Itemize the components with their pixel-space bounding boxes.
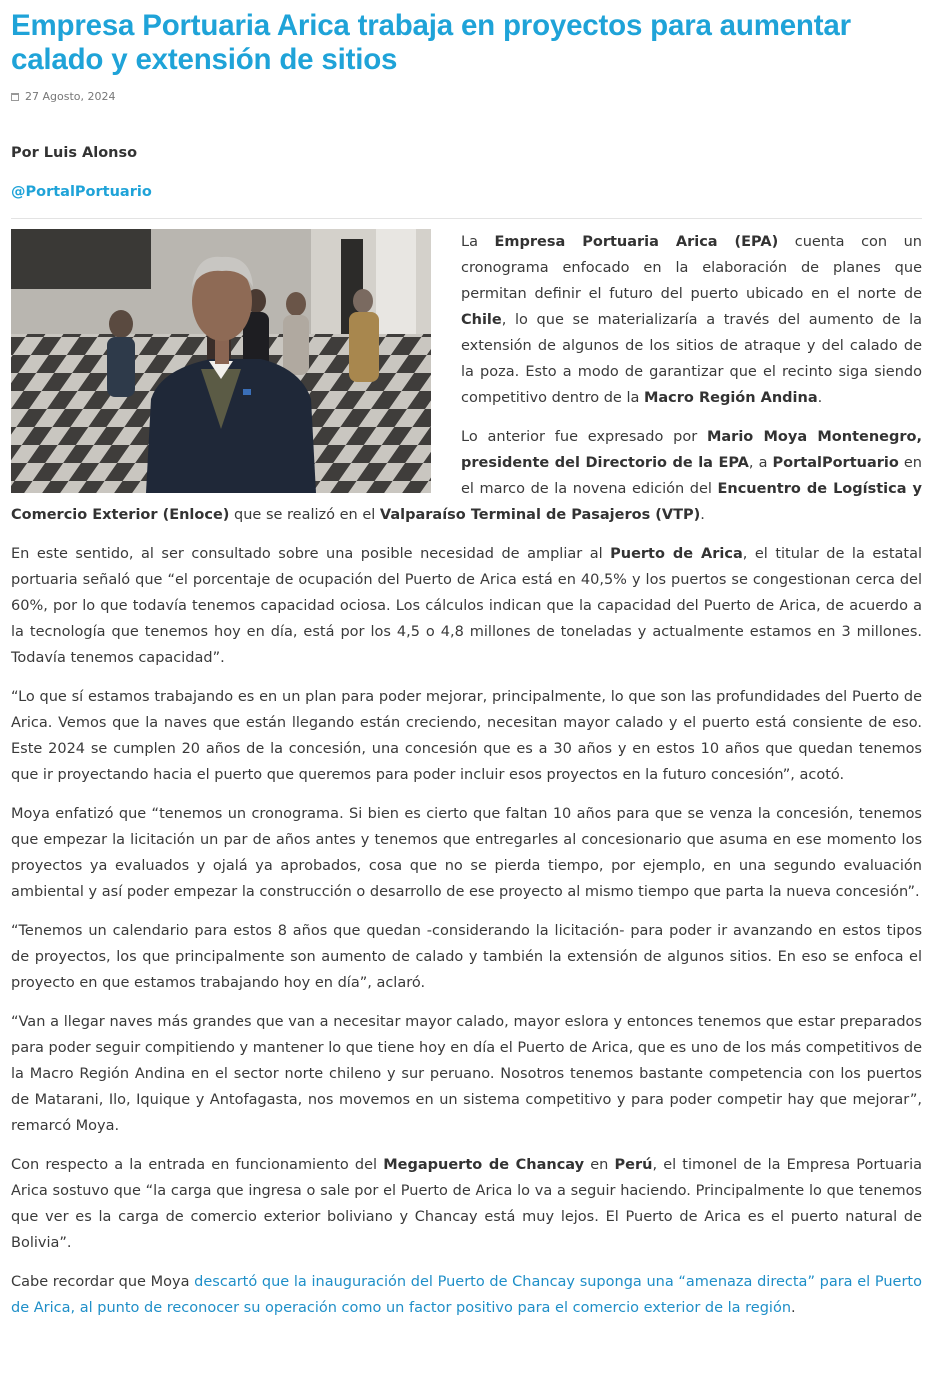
article-date <box>11 90 922 103</box>
author-byline: Por Luis Alonso <box>11 145 138 161</box>
related-article-link[interactable]: descartó que la inauguración del Puerto de Chancay suponga una “amenaza directa” para el Puerto de Arica, al punto de reconocer su operación como un factor positivo para el comercio exterior de la región <box>11 1274 922 1316</box>
date-text: 27 Agosto, 2024 <box>25 90 116 103</box>
paragraph-4: “Lo que sí estamos trabajando es en un plan para poder mejorar, principalmente, lo que son las profundidades del Puerto de Arica. Vemos que la naves que están llegando están creciendo, necesitan mayor calado y el puerto está consiente de eso. Este 2024 se cumplen 20 años de la concesión, una concesión que es a 30 años y en estos 10 años que quedan tenemos que ir proyectando hacia el puerto que queremos para poder incluir esos proyectos en la futuro concesión”, acotó. <box>11 689 922 783</box>
paragraph-6: “Tenemos un calendario para estos 8 años que quedan -considerando la licitación- para poder ir avanzando en estos tipos de proyectos, los que principalmente son aumento de calado y también la extensión de algunos sitios. En eso se enfoca el proyecto en que estamos trabajando hoy en día”, aclaró. <box>11 923 922 991</box>
paragraph-9: Cabe recordar que Moya descartó que la inauguración del Puerto de Chancay suponga una “amenaza directa” para el Puerto de Arica, al punto de reconocer su operación como un factor positivo para el comercio exterior de la región. <box>11 1274 922 1316</box>
photo-illustration <box>11 229 431 493</box>
paragraph-8: Con respecto a la entrada en funcionamiento del Megapuerto de Chancay en Perú, el timonel de la Empresa Portuaria Arica sostuvo que “la carga que ingresa o sale por el Puerto de Arica lo va a seguir haciendo. Principalmente lo que tenemos que ver es la carga de comercio exterior boliviano y Chancay está muy lejos. El Puerto de Arica es el puerto natural de Bolivia”. <box>11 1157 922 1251</box>
twitter-handle-link[interactable]: @PortalPortuario <box>11 184 152 200</box>
paragraph-3: En este sentido, al ser consultado sobre una posible necesidad de ampliar al Puerto de Arica, el titular de la estatal portuaria señaló que “el porcentaje de ocupación del Puerto de Arica está en 40,5% y los puertos se congestionan cerca del 60%, por lo que todavía tenemos capacidad ociosa. Los cálculos indican que la capacidad del Puerto de Arica, de acuerdo a la tecnología que tenemos hoy en día, está por los 4,5 o 4,8 millones de toneladas y actualmente estamos en 3 millones. Todavía tenemos capacidad”. <box>11 546 922 666</box>
article-photo <box>11 229 431 493</box>
article <box>11 9 922 1321</box>
paragraph-5: Moya enfatizó que “tenemos un cronograma. Si bien es cierto que faltan 10 años para que se venza la concesión, tenemos que empezar la licitación un par de años antes y tenemos que entregarles al concesionario que asuma en ese momento los proyectos ya evaluados y ojalá ya aprobados, cosa que no se pierda tiempo, por ejemplo, en una segundo evaluación ambiental y así poder empezar la construcción o desarrollo de ese proyecto al mismo tiempo que parta la nueva concesión”. <box>11 806 922 900</box>
article-title: Empresa Portuaria Arica trabaja en proyectos para aumentar calado y extensión de sitios <box>11 9 851 76</box>
paragraph-7: “Van a llegar naves más grandes que van a necesitar mayor calado, mayor eslora y entonces tenemos que estar preparados para poder seguir compitiendo y mantener lo que tiene hoy en día el Puerto de Arica, que es uno de los más competitivos de la Macro Región Andina en el sector norte chileno y sur peruano. Nosotros tenemos bastante competencia con los puertos de Matarani, Ilo, Iquique y Antofagasta, nos movemos en un sistema competitivo y para poder competir hay que mejorar”, remarcó Moya. <box>11 1014 922 1134</box>
paragraph-2: Lo anterior fue expresado por Mario Moya Montenegro, presidente del Directorio de la EPA, a PortalPortuario en el marco de la novena edición del Encuentro de Logística y Comercio Exterior (Enloce) que se realizó en el Valparaíso Terminal de Pasajeros (VTP). <box>11 429 922 523</box>
calendar-icon <box>11 93 19 101</box>
paragraph-1: La Empresa Portuaria Arica (EPA) cuenta con un cronograma enfocado en la elaboración de planes que permitan definir el futuro del puerto ubicado en el norte de Chile, lo que se materializaría a través del aumento de la extensión de algunos de los sitios de atraque y del calado de la poza. Esto a modo de garantizar que el recinto siga siendo competitivo dentro de la Macro Región Andina. <box>461 234 923 406</box>
divider <box>11 218 922 219</box>
